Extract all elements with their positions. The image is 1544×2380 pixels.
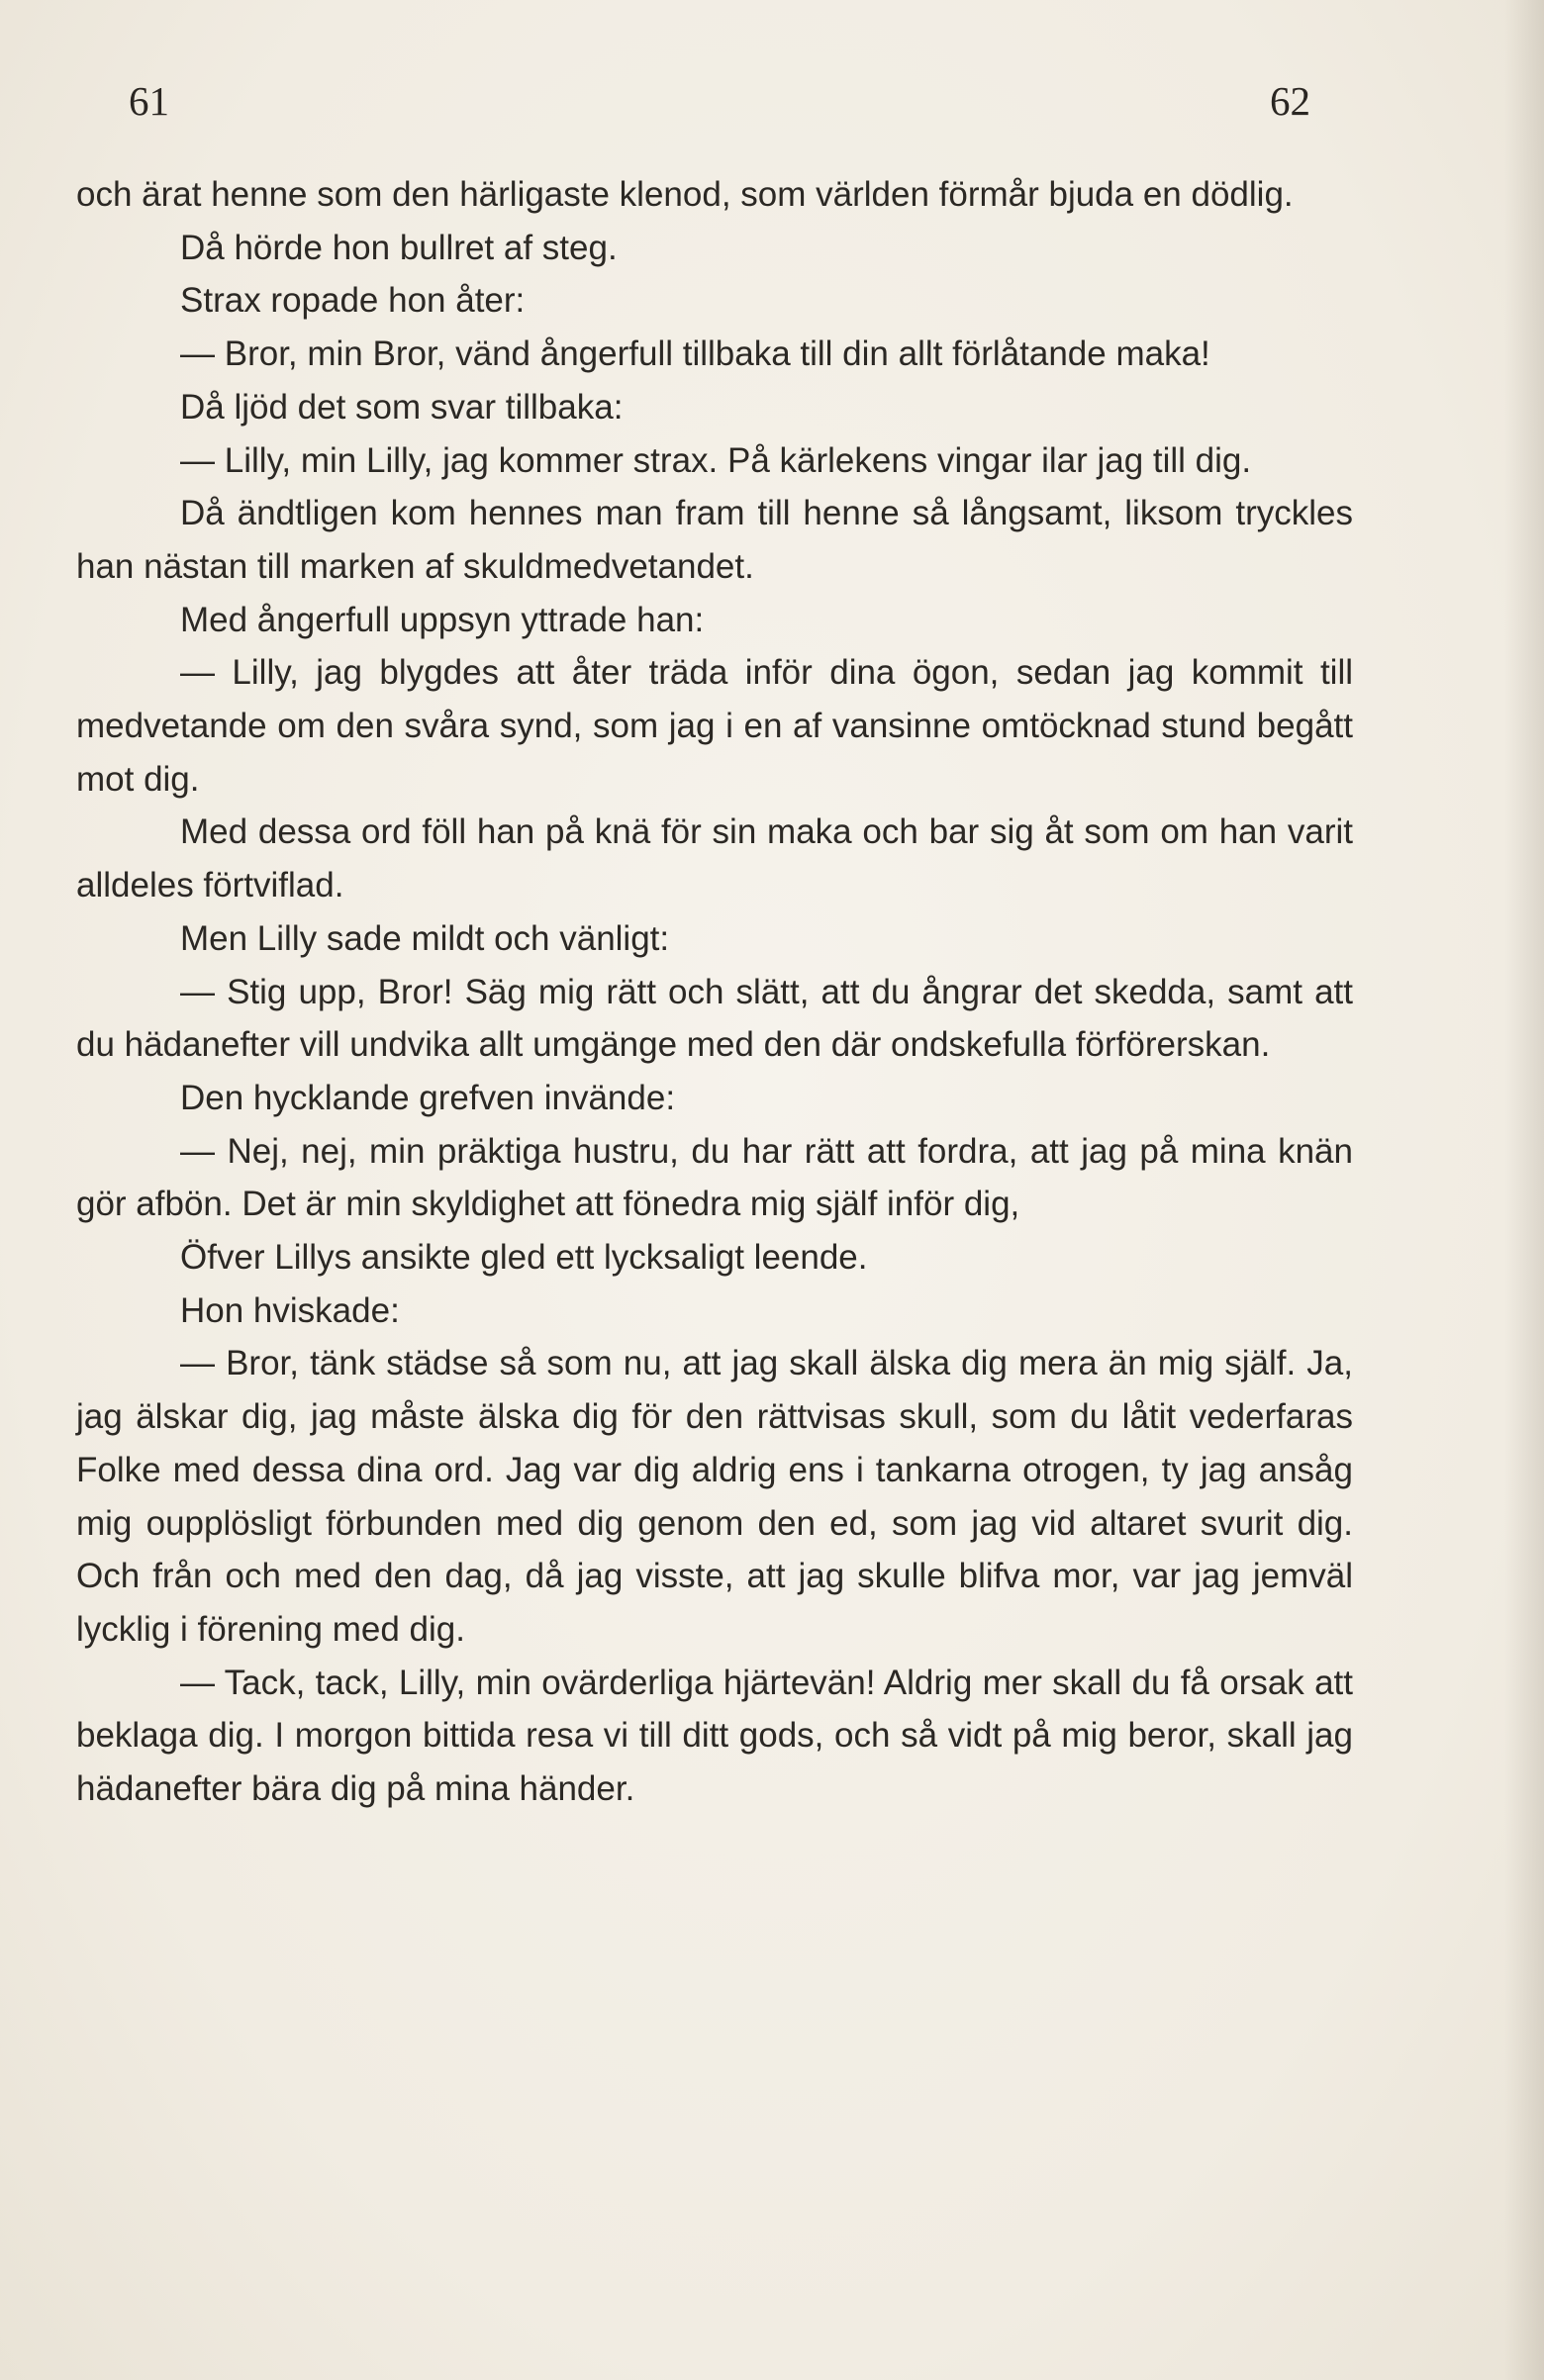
paragraph: Med dessa ord föll han på knä för sin maka och bar sig åt som om han varit alldeles förtviflad. [76, 812, 1353, 905]
paragraph: Då hörde hon bullret af steg. [180, 228, 618, 267]
paragraph: Då ändtligen kom hennes man fram till henne så långsamt, liksom tryckles han nästan till marken af skuldmedvetandet. [76, 494, 1353, 586]
paragraph: Den hycklande grefven invände: [180, 1078, 676, 1117]
paragraph: Öfver Lillys ansikte gled ett lycksaligt leende. [180, 1238, 868, 1278]
paragraph: Med ångerfull uppsyn yttrade han: [180, 600, 705, 639]
body-text [76, 168, 1353, 1816]
paragraph: och ärat henne som den härligaste klenod, som världen förmår bjuda en dödlig. [76, 175, 1294, 214]
dialogue-paragraph: — Lilly, jag blygdes att åter träda inför dina ögon, sedan jag kommit till medvetande om den svåra synd, som jag i en af vansinne omtöcknad stund begått mot dig. [76, 653, 1353, 799]
dialogue-paragraph: — Lilly, min Lilly, jag kommer strax. På kärlekens vingar ilar jag till dig. [180, 440, 1252, 480]
dialogue-paragraph: — Bror, min Bror, vänd ångerfull tillbaka till din allt förlåtande maka! [180, 334, 1210, 374]
dialogue-paragraph: — Bror, tänk städse så som nu, att jag skall älska dig mera än mig själf. Ja, jag älskar dig, jag måste älska dig för den rättvisas skull, som du låtit vederfaras Folke med dessa dina ord. Jag var dig aldrig ens i tankarna otrogen, ty jag ansåg mig oupplösligt förbunden med dig genom den ed, som jag vid altaret svurit dig. Och från och med den dag, då jag visste, att jag skulle blifva mor, var jag jemväl lycklig i förening med dig. [76, 1344, 1353, 1649]
dialogue-paragraph: — Stig upp, Bror! Säg mig rätt och slätt, att du ångrar det skedda, samt att du hädanefter vill undvika allt umgänge med den där ondskefulla förförerskan. [76, 972, 1353, 1065]
page-number-left: 61 [129, 78, 169, 124]
paragraph: Hon hviskade: [180, 1290, 400, 1330]
paragraph: Strax ropade hon åter: [180, 281, 526, 321]
paragraph: Men Lilly sade mildt och vänligt: [180, 918, 670, 958]
paragraph: Då ljöd det som svar tillbaka: [180, 387, 624, 427]
dialogue-paragraph: — Tack, tack, Lilly, min ovärderliga hjärtevän! Aldrig mer skall du få orsak att beklaga dig. I morgon bittida resa vi till ditt gods, och så vidt på mig beror, skall jag hädanefter bära dig på mina händer. [76, 1663, 1353, 1809]
page-number-right: 62 [1270, 78, 1310, 124]
dialogue-paragraph: — Nej, nej, min präktiga hustru, du har rätt att fordra, att jag på mina knän gör afbön. Det är min skyldighet att fönedra mig själf inför dig, [76, 1131, 1353, 1224]
page-edge-shadow [1504, 0, 1544, 2380]
